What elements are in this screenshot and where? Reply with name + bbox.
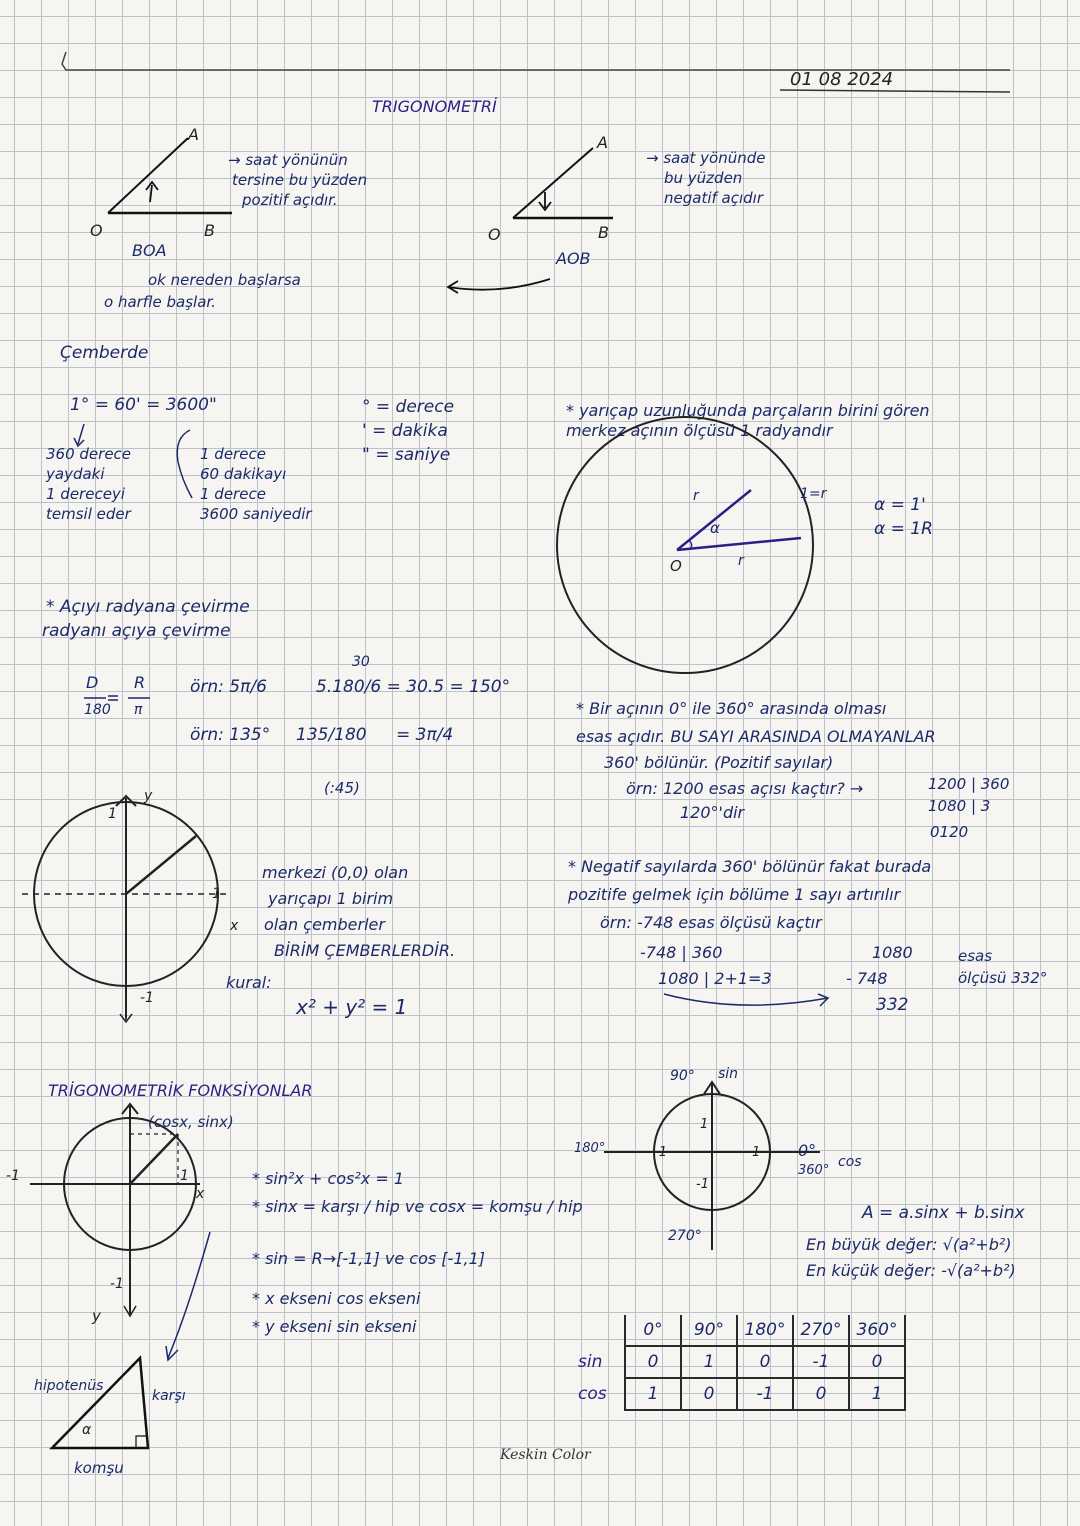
sub-2: - 748 bbox=[846, 969, 888, 988]
division-2: 1080 | 3 bbox=[928, 797, 991, 815]
table-cell: 0 bbox=[849, 1346, 905, 1378]
right-note-c: 1 derece bbox=[200, 485, 266, 503]
division-3: 0120 bbox=[930, 823, 969, 841]
arc-label: 1=r bbox=[800, 486, 827, 502]
formula-r-den: π bbox=[134, 702, 143, 718]
trig-rule-5: * y ekseni sin ekseni bbox=[252, 1317, 417, 1336]
example-2-note: (:45) bbox=[324, 779, 360, 797]
table-corner bbox=[578, 1315, 625, 1346]
unit-text-4: BİRİM ÇEMBERLERDİR. bbox=[274, 941, 456, 960]
table-row bbox=[578, 1346, 905, 1378]
table-header-row bbox=[578, 1315, 905, 1346]
extreme-min: En küçük değer: -√(a²+b²) bbox=[806, 1261, 1016, 1280]
negative-line-3: örn: -748 esas ölçüsü kaçtır bbox=[600, 913, 822, 932]
table-cell: 0 bbox=[625, 1346, 681, 1378]
example-1-label: örn: 5π/6 bbox=[190, 677, 267, 697]
point-b-right: B bbox=[598, 223, 609, 242]
radian-heading-1: * yarıçap uzunluğunda parçaların birini gören bbox=[566, 401, 930, 420]
left-note-d: temsil eder bbox=[46, 505, 131, 523]
right-note-2: bu yüzden bbox=[664, 169, 743, 187]
right-note-d: 3600 saniyedir bbox=[200, 505, 312, 523]
table-cell: 0 bbox=[681, 1378, 737, 1410]
unit-text-2: yarıçapı 1 birim bbox=[268, 889, 394, 908]
negative-division-1: -748 | 360 bbox=[640, 943, 723, 962]
trig-arrow bbox=[160, 1230, 220, 1370]
unit-y-label: y bbox=[144, 788, 153, 804]
formula-d: D bbox=[86, 673, 99, 692]
brand-logo: Keskin Color bbox=[500, 1447, 591, 1463]
trig-y-label: y bbox=[92, 1307, 101, 1325]
radius-label-2: r bbox=[738, 553, 744, 569]
trig-rule-1: * sin²x + cos²x = 1 bbox=[252, 1169, 405, 1188]
center-label: O bbox=[670, 557, 682, 575]
trig-rule-2: * sinx = karşı / hip ve cosx = komşu / hip bbox=[252, 1197, 583, 1216]
radian-value-2: α = 1R bbox=[874, 519, 933, 539]
example-2-label: örn: 135° bbox=[190, 725, 271, 745]
trig-one-right: 1 bbox=[180, 1168, 189, 1184]
positive-angle-diagram bbox=[90, 130, 310, 250]
right-note-b: 60 dakikayı bbox=[200, 465, 287, 483]
point-a-left: A bbox=[188, 125, 199, 144]
row-label: sin bbox=[578, 1346, 625, 1378]
radius-label-1: r bbox=[693, 488, 699, 504]
negative-arrow bbox=[660, 984, 860, 1024]
table-cell: 1 bbox=[681, 1346, 737, 1378]
trig-rule-4: * x ekseni cos ekseni bbox=[252, 1289, 421, 1308]
result-2: ölçüsü 332° bbox=[958, 969, 1048, 987]
conversion-heading-2: radyanı açıya çevirme bbox=[42, 621, 231, 641]
vertex-o-left: O bbox=[90, 221, 103, 240]
trig-values-table bbox=[578, 1315, 906, 1411]
table-header: 360° bbox=[849, 1315, 905, 1346]
table-header: 0° bbox=[625, 1315, 681, 1346]
conversion-heading-1: * Açıyı radyana çevirme bbox=[46, 597, 250, 617]
legend-degree: ° = derece bbox=[362, 397, 455, 417]
negative-line-2: pozitife gelmek için bölüme 1 sayı artırılır bbox=[568, 885, 901, 904]
table-cell: 0 bbox=[737, 1346, 793, 1378]
radian-value-1: α = 1' bbox=[874, 495, 926, 515]
right-note-3: negatif açıdır bbox=[664, 189, 764, 207]
units-arrows bbox=[70, 418, 190, 508]
negative-angle-diagram bbox=[505, 140, 645, 250]
axis-360: 360° bbox=[798, 1163, 830, 1178]
legend-second: " = saniye bbox=[362, 445, 451, 465]
division-1: 1200 | 360 bbox=[928, 775, 1010, 793]
rule-line-1: ok nereden başlarsa bbox=[148, 271, 301, 289]
left-note-a: 360 derece bbox=[46, 445, 132, 463]
point-b-left: B bbox=[204, 221, 215, 240]
axis-0: 0° bbox=[798, 1141, 817, 1160]
unit-circle-diagram bbox=[16, 788, 256, 1028]
trig-minus-one-bottom: -1 bbox=[110, 1276, 124, 1292]
table-cell: -1 bbox=[737, 1378, 793, 1410]
unit-x-label: x bbox=[230, 918, 239, 934]
table-cell: 0 bbox=[793, 1378, 849, 1410]
extreme-max: En büyük değer: √(a²+b²) bbox=[806, 1235, 1012, 1254]
sub-3: 332 bbox=[876, 995, 909, 1015]
principal-line-1: * Bir açının 0° ile 360° arasında olması bbox=[576, 699, 887, 718]
date: 01 08 2024 bbox=[790, 69, 894, 90]
principal-line-2: esas açıdır. BU SAYI ARASINDA OLMAYANLAR bbox=[576, 727, 936, 746]
unit-rule: x² + y² = 1 bbox=[296, 995, 408, 1019]
table-cell: 1 bbox=[625, 1378, 681, 1410]
top-rule bbox=[0, 0, 1080, 100]
table-row bbox=[578, 1378, 905, 1410]
axis-sin: sin bbox=[718, 1066, 739, 1082]
axis-minus-one-bottom: -1 bbox=[696, 1177, 709, 1192]
trig-heading: TRİGONOMETRİK FONKSİYONLAR bbox=[48, 1081, 313, 1100]
left-note-2: tersine bu yüzden bbox=[232, 171, 368, 189]
angle-name-boa: BOA bbox=[132, 241, 167, 260]
right-note-a: 1 derece bbox=[200, 445, 266, 463]
table-cell: 1 bbox=[849, 1378, 905, 1410]
principal-line-3: 360' bölünür. (Pozitif sayılar) bbox=[604, 753, 834, 772]
triangle-alpha: α bbox=[82, 1422, 92, 1438]
table-header: 270° bbox=[793, 1315, 849, 1346]
formula-r: R bbox=[134, 673, 146, 692]
left-note-3: pozitif açıdır. bbox=[242, 191, 338, 209]
alpha-label: α bbox=[710, 519, 720, 537]
unit-minus-one: -1 bbox=[140, 990, 154, 1006]
rule-line-2: o harfle başlar. bbox=[104, 293, 216, 311]
unit-text-3: olan çemberler bbox=[264, 915, 385, 934]
opposite-label: karşı bbox=[152, 1388, 186, 1404]
trig-x-label: x bbox=[196, 1186, 205, 1202]
unit-one-top: 1 bbox=[108, 806, 117, 822]
legend-minute: ' = dakika bbox=[362, 421, 448, 441]
table-cell: -1 bbox=[793, 1346, 849, 1378]
radian-circle bbox=[555, 440, 815, 670]
axis-90: 90° bbox=[670, 1068, 695, 1084]
adjacent-label: komşu bbox=[74, 1459, 124, 1477]
axes-circle-diagram bbox=[600, 1080, 840, 1290]
left-note-c: 1 dereceyi bbox=[46, 485, 125, 503]
example-1-result: 5.180/6 = 30.5 = 150° bbox=[316, 677, 511, 697]
units-heading: Çemberde bbox=[60, 343, 149, 363]
left-note-1: → saat yönünün bbox=[228, 151, 348, 169]
trig-minus-one-left: -1 bbox=[6, 1168, 20, 1184]
result-1: esas bbox=[958, 947, 993, 965]
axis-minus-one-left: -1 bbox=[654, 1145, 667, 1160]
right-triangle bbox=[40, 1350, 160, 1460]
example-2-result: = 3π/4 bbox=[396, 725, 454, 745]
negative-division-2: 1080 | 2+1=3 bbox=[658, 969, 772, 988]
trig-rule-3: * sin = R→[-1,1] ve cos [-1,1] bbox=[252, 1249, 486, 1268]
table-header: 180° bbox=[737, 1315, 793, 1346]
axis-one-right: 1 bbox=[752, 1145, 761, 1160]
left-note-b: yaydaki bbox=[46, 465, 105, 483]
point-a-right: A bbox=[597, 133, 608, 152]
example-2-frac: 135/180 bbox=[296, 725, 367, 745]
units-equation: 1° = 60' = 3600" bbox=[70, 395, 217, 415]
table-header: 90° bbox=[681, 1315, 737, 1346]
row-label: cos bbox=[578, 1378, 625, 1410]
axis-180: 180° bbox=[574, 1141, 606, 1156]
formula-d-den: 180 bbox=[84, 702, 111, 718]
principal-line-4: örn: 1200 esas açısı kaçtır? → bbox=[626, 779, 864, 798]
hypotenuse-label: hipotenüs bbox=[34, 1378, 104, 1394]
vertex-o-right: O bbox=[488, 225, 501, 244]
trig-sub: (cosx, sinx) bbox=[148, 1113, 234, 1131]
right-note-1: → saat yönünde bbox=[646, 149, 766, 167]
angle-name-aob: AOB bbox=[556, 249, 591, 268]
sub-1: 1080 bbox=[872, 943, 913, 962]
example-small: 30 bbox=[352, 654, 370, 670]
radian-heading-2: merkez açının ölçüsü 1 radyandır bbox=[566, 421, 833, 440]
axis-cos: cos bbox=[838, 1154, 862, 1170]
unit-text-1: merkezi (0,0) olan bbox=[262, 863, 409, 882]
arrow-left bbox=[440, 265, 560, 305]
axis-270: 270° bbox=[668, 1228, 702, 1244]
axis-one-top: 1 bbox=[700, 1117, 709, 1132]
extreme-formula: A = a.sinx + b.sinx bbox=[862, 1203, 1025, 1223]
page-title: TRIGONOMETRİ bbox=[372, 97, 497, 116]
rule-label: kural: bbox=[226, 973, 272, 992]
principal-line-5: 120°'dir bbox=[680, 803, 745, 822]
negative-line-1: * Negatif sayılarda 360' bölünür fakat burada bbox=[568, 857, 932, 876]
unit-one-right: 1 bbox=[212, 886, 221, 902]
